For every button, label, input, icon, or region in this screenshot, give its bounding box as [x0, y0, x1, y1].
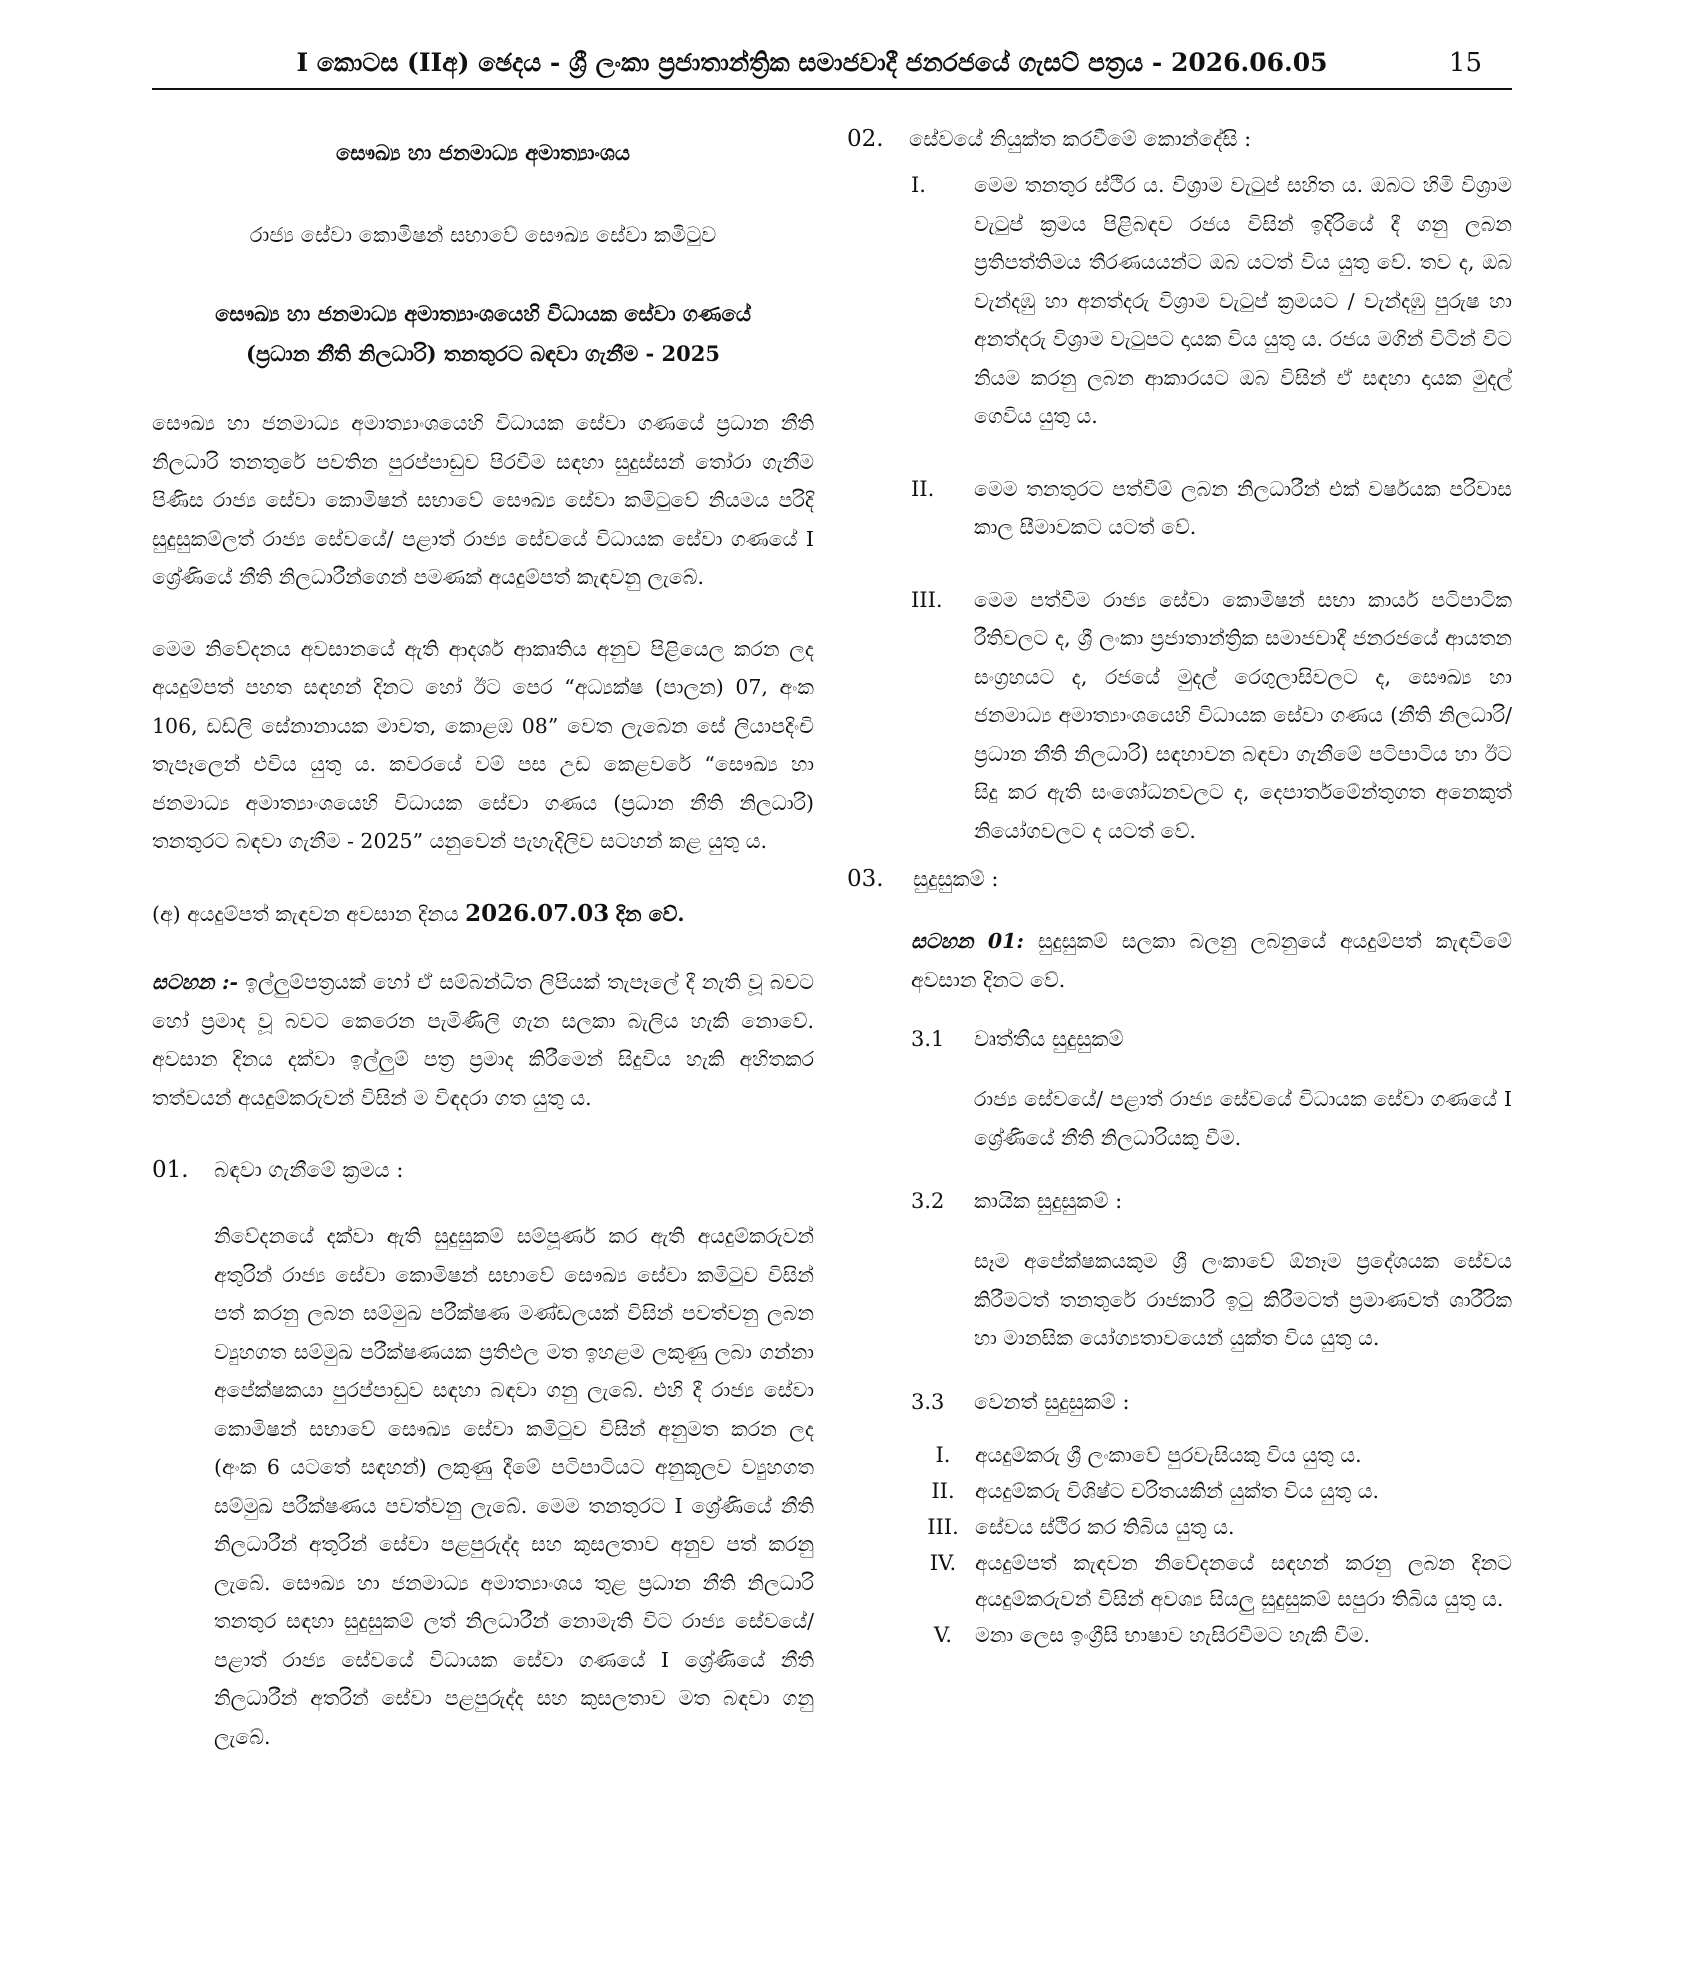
- list-item: [911, 1437, 1512, 1473]
- list-item: [911, 1473, 1512, 1509]
- section-3-2-label: කායික සුදුසුකම් :: [974, 1189, 1123, 1213]
- closing-date-suffix: දින වේ.: [615, 901, 685, 926]
- section-3-2-heading: [911, 1189, 1512, 1214]
- section-02-number: 02.: [847, 126, 884, 152]
- list-item-text: අයදුම්පත් කැඳවන නිවේදනයේ සඳහන් කරනු ලබන දිනට අයදුම්කරුවන් විසින් අවශ්‍ය සියලු සුදුසුකම් සපුරා තිබිය යුතු ය.: [975, 1550, 1512, 1611]
- left-column: [152, 118, 814, 1756]
- section-03-heading: [847, 866, 1512, 892]
- closing-date: 2026.07.03: [465, 899, 610, 927]
- list-item-roman: IV.: [929, 1550, 957, 1575]
- section-02-item-1: [911, 166, 1512, 436]
- section-02-heading: [847, 126, 1512, 152]
- section-03-note-text: සුදුසුකම් සලකා බලනු ලබනුයේ අයදුම්පත් කැඳවීමේ අවසාන දිනට වේ.: [911, 929, 1512, 992]
- section-03-number: 03.: [847, 866, 884, 892]
- list-item: [911, 1509, 1512, 1545]
- section-3-3-number: 3.3: [911, 1389, 945, 1414]
- section-01-heading: [152, 1157, 814, 1183]
- notice-title-line-2: (ප්‍රධාන නීති නිලධාරි) තනතුරට බඳවා ගැනීම - 2025: [246, 341, 720, 366]
- closing-date-line: [152, 895, 814, 934]
- list-item-text: අයදුම්කරු ශ්‍රී ලංකාවේ පුරවැසියකු විය යුතු ය.: [975, 1442, 1362, 1467]
- right-column: [847, 126, 1512, 1653]
- section-3-3-heading: [911, 1390, 1512, 1415]
- submission-paragraph: මෙම නිවේදනය අවසානයේ ඇති ආදර්ශ ආකෘතිය අනුව පිළියෙල කරන ලද අයදුම්පත් පහත සඳහන් දිනට හෝ ඊට පෙර “අධ්‍යක්ෂ (පාලන) 07, අංක 106, ඩඩ්ලි සේනානායක මාවත, කොළඹ 08” වෙත ලැබෙන සේ ලියාපදිංචි තැපෑලෙන් එවිය යුතු ය. කවරයේ වම් පස උඩ කෙළවරේ “සෞඛ්‍ය හා ජනමාධ්‍ය අමාත්‍යාංශයෙහි විධායක සේවා ගණය (ප්‍රධාන නීති නිලධාරි) තනතුරට බඳවා ගැනීම - 2025” යනුවෙන් පැහැදිලිව සටහන් කළ යුතු ය.: [152, 636, 814, 853]
- section-01-label: බඳවා ගැනීමේ ක්‍රමය :: [214, 1158, 404, 1182]
- section-02-label: සේවයේ නියුක්ත කරවීමේ කොන්දේසි :: [909, 127, 1252, 151]
- section-02-item-1-text: මෙම තනතුර ස්ථිර ය. විශ්‍රාම වැටුප් සහිත ය. ඔබට හිමි විශ්‍රාම වැටුප් ක්‍රමය පිළිබඳව රජය විසින් ඉදිරියේ දී ගනු ලබන ප්‍රතිපත්තිමය තීරණයයන්ට ඔබ යටත් විය යුතු වේ. තව ද, ඔබ වැන්දඹු හා අනත්දරු විශ්‍රාම වැටුප් ක්‍රමයට / වැන්දඹු පුරුෂ හා අනත්දරු විශ්‍රාම වැටුපට දායක විය යුතු ය. රජය මගින් විටින් විට නියම කරනු ලබන ආකාරයට ඔබ විසින් ඒ සඳහා දායක මුදල් ගෙවිය යුතු ය.: [974, 173, 1512, 428]
- section-02-item-2-text: මෙම තනතුරට පත්වීම් ලබන නිලධාරීන් එක් වර්ෂයක පරිවාස කාල සීමාවකට යටත් වේ.: [974, 476, 1512, 539]
- closing-date-prefix: (අ) අයදුම්පත් කැඳවන අවසාන දිනය: [152, 901, 459, 926]
- section-03-label: සුදුසුකම් :: [913, 867, 999, 891]
- section-3-1-label: වෘත්තීය සුදුසුකම්: [974, 1027, 1124, 1051]
- list-item-text: සේවය ස්ථිර කර තිබිය යුතු ය.: [975, 1514, 1235, 1539]
- section-3-2-text: සෑම අපේක්ෂකයකුම ශ්‍රී ලංකාවේ ඕනෑම ප්‍රදේශයක සේවය කිරීමටත් තනතුරේ රාජකාරි ඉටු කිරීමටත් ප්‍රමාණවත් ශාරීරික හා මානසික යෝග්‍යතාවයෙන් යුක්ත විය යුතු ය.: [974, 1249, 1512, 1350]
- note-label: සටහන :-: [152, 970, 239, 994]
- list-item-roman: II.: [931, 1478, 955, 1503]
- list-item-roman: V.: [933, 1622, 953, 1647]
- header-rule: [152, 88, 1512, 90]
- other-qualifications-list: [911, 1437, 1512, 1653]
- section-01-text: නිවේදනයේ දක්වා ඇති සුදුසුකම් සම්පූර්ණ කර ඇති අයදුම්කරුවන් අතුරින් රාජ්‍ය සේවා කොමිෂන් සභාවේ සෞඛ්‍ය සේවා කමිටුව විසින් පත් කරනු ලබන සම්මුඛ පරීක්ෂණ මණ්ඩලයක් විසින් පවත්වනු ලබන ව්‍යුහගත සම්මුඛ පරීක්ෂණයක ප්‍රතිඵල මත ඉහළම ලකුණු ලබා ගන්නා අපේක්ෂකයා පුරප්පාඩුව සඳහා බඳවා ගනු ලැබේ. එහි දී රාජ්‍ය සේවා කොමිෂන් සභාවේ සෞඛ්‍ය සේවා කමිටුව විසින් අනුමත කරන ලද (අංක 6 යටතේ සඳහන්) ලකුණු දීමේ පටිපාටියට අනුකූලව ව්‍යුහගත සම්මුඛ පරීක්ෂණය පවත්වනු ලැබේ. මෙම තනතුරට I ශ්‍රේණියේ නීති නිලධාරීන් අතුරින් සේවා පළපුරුද්ද සහ කුසලතාව අනුව පත් කරනු ලැබේ. සෞඛ්‍ය හා ජනමාධ්‍ය අමාත්‍යාංශය තුළ ප්‍රධාන නීති නිලධාරි තනතුර සඳහා සුදුසුකම් ලත් නිලධාරීන් නොමැති විට රාජ්‍ය සේවයේ/ පළාත් රාජ්‍ය සේවයේ විධායක සේවා ගණයේ I ශ්‍රේණියේ නීති නිලධාරීන් අතරින් සේවා පළපුරුද්ද සහ කුසලතාව මත බඳවා ගනු ලැබේ.: [214, 1224, 814, 1749]
- section-02-item-3-roman: III.: [911, 587, 943, 612]
- list-item: [911, 1617, 1512, 1653]
- section-02-item-3: [911, 581, 1512, 851]
- section-3-3-label: වෙනත් සුදුසුකම් :: [974, 1389, 1130, 1414]
- notice-title: [152, 294, 814, 374]
- list-item-text: මනා ලෙස ඉංග්‍රීසි භාෂාව හැසිරවීමට හැකි වීම.: [975, 1622, 1370, 1647]
- list-item-roman: III.: [927, 1514, 959, 1539]
- section-3-1-text: රාජ්‍ය සේවයේ/ පළාත් රාජ්‍ය සේවයේ විධායක සේවා ගණයේ I ශ්‍රේණියේ නීති නිලධාරියකු වීම.: [974, 1087, 1512, 1150]
- section-02-item-3-text: මෙම පත්වීම රාජ්‍ය සේවා කොමිෂන් සභා කාර්ය පටිපාටික රීතිවලට ද, ශ්‍රී ලංකා ප්‍රජාතාන්ත්‍රික සමාජවාදී ජනරජයේ ආයතන සංග්‍රහයට ද, රජයේ මුදල් රෙගුලාසිවලට ද, සෞඛ්‍ය හා ජනමාධ්‍ය අමාත්‍යාංශයෙහි විධායක සේවා ගණය (නීති නිලධාරි/ ප්‍රධාන නීති නිලධාරි) සඳහාවන බඳවා ගැනීමේ පටිපාටිය හා ඊට සිදු කර ඇති සංශෝධනවලට ද, දෙපාර්තමේන්තුගත අනෙකුත් නියෝගවලට ද යටත් වේ.: [974, 587, 1512, 843]
- page-number: 15: [1448, 48, 1482, 78]
- ministry-title: සෞඛ්‍ය හා ජනමාධ්‍ය අමාත්‍යාංශය: [336, 140, 630, 165]
- page-header: [152, 44, 1512, 88]
- section-02-item-2: [911, 470, 1512, 547]
- intro-paragraph: සෞඛ්‍ය හා ජනමාධ්‍ය අමාත්‍යාංශයෙහි විධායක සේවා ගණයේ ප්‍රධාන නීති නිලධාරි තනතුරේ පවතින පුරප්පාඩුව පිරවීම සඳහා සුදුස්සන් තෝරා ගැනීම පිණිස රාජ්‍ය සේවා කොමිෂන් සභාවේ සෞඛ්‍ය සේවා කමිටුවේ නියමය පරිදි සුදුසුකම්ලත් රාජ්‍ය සේවයේ/ පළාත් රාජ්‍ය සේවයේ විධායක සේවා ගණයේ I ශ්‍රේණියේ නීති නිලධාරීන්ගෙන් පමණක් අයදුම්පත් කැඳවනු ලැබේ.: [152, 411, 814, 589]
- section-3-1-number: 3.1: [911, 1027, 945, 1051]
- list-item: [911, 1545, 1512, 1617]
- list-item-roman: I.: [935, 1442, 951, 1467]
- section-03-note: [911, 922, 1512, 999]
- notice-title-line-1: සෞඛ්‍ය හා ජනමාධ්‍ය අමාත්‍යාංශයෙහි විධායක සේවා ගණයේ: [215, 301, 751, 326]
- note-text: ඉල්ලුම්පත්‍රයක් හෝ ඒ සම්බන්ධිත ලිපියක් තැපෑලේ දී නැති වූ බවට හෝ ප්‍රමාද වූ බවට කෙරෙන පැමිණිලි ගැන සලකා බැලිය හැකි නොවේ. අවසාන දිනය දක්වා ඉල්ලුම් පත්‍ර ප්‍රමාද කිරීමෙන් සිදුවිය හැකි අහිතකර තත්වයන් අයදුම්කරුවන් විසින් ම විඳදරා ගත යුතු ය.: [152, 970, 814, 1110]
- section-3-2-number: 3.2: [911, 1189, 945, 1213]
- section-3-1-heading: [911, 1027, 1512, 1052]
- note-paragraph: [152, 963, 814, 1117]
- section-02-item-2-roman: II.: [911, 476, 935, 501]
- list-item-text: අයදුම්කරු විශිෂ්ට චරිතයකින් යුක්ත විය යුතු ය.: [975, 1478, 1380, 1503]
- section-03-note-label: සටහන 01:: [911, 929, 1024, 953]
- committee-title: රාජ්‍ය සේවා කොමිෂන් සභාවේ සෞඛ්‍ය සේවා කමිටුව: [249, 223, 717, 247]
- section-02-item-1-roman: I.: [911, 173, 926, 197]
- header-title: I කොටස (IIඅ) ඡෙදය - ශ්‍රී ලංකා ප්‍රජාතාන්ත්‍රික සමාජවාදී ජනරජයේ ගැසට් පත්‍රය - 2026.06.05: [296, 48, 1328, 77]
- section-01-number: 01.: [152, 1157, 189, 1183]
